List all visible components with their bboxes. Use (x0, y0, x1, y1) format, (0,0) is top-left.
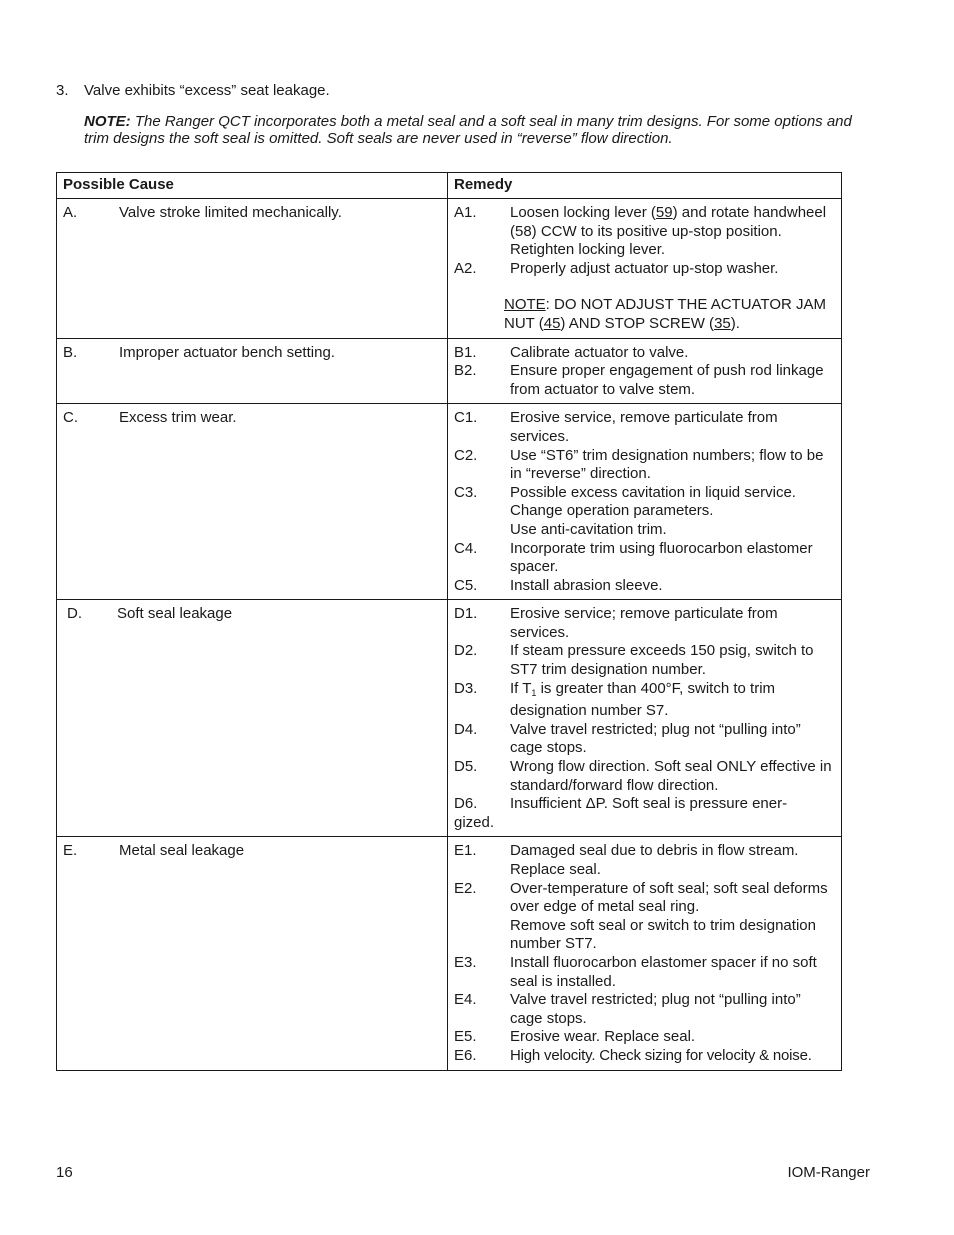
remedy-item (454, 577, 835, 596)
remedy-item (454, 721, 835, 758)
remedy-text: Erosive wear. Replace seal. (510, 1028, 696, 1046)
remedy-cell (448, 837, 842, 1070)
remedy-line: Use anti-cavitation trim. (510, 520, 667, 538)
remedy-line: Possible excess cavitation in liquid service. (510, 483, 796, 501)
remedy-text: High velocity. Check sizing for velocity & noise. (510, 1046, 812, 1064)
remedy-text: If steam pressure exceeds 150 psig, switch to ST7 trim designation number. (510, 642, 814, 679)
remedy-key: D2. (454, 642, 478, 660)
cause-key: E. (63, 842, 78, 860)
cause-cell (57, 837, 448, 1070)
troubleshooting-table (56, 172, 842, 1071)
remedy-item (454, 954, 835, 991)
table-header-row (57, 173, 842, 199)
remedy-item (454, 795, 835, 814)
remedy-wrap-line (454, 814, 835, 833)
remedy-item (454, 1028, 835, 1047)
remedy-item (454, 642, 835, 679)
remedy-note-text: ) AND STOP SCREW ( (560, 314, 715, 332)
table-row (57, 837, 842, 1070)
remedy-key: E3. (454, 953, 477, 971)
cause-cell (57, 404, 448, 600)
remedy-note-text: ). (730, 314, 740, 332)
remedy-line: Over-temperature of soft seal; soft seal deforms over edge of metal seal ring. (510, 879, 828, 916)
remedy-note-text: : DO NOT ADJUST THE ACTUATOR JAM NUT ( (504, 296, 826, 332)
section-title: Valve exhibits “excess” seat leakage. (84, 82, 330, 99)
remedy-key: C3. (454, 483, 478, 501)
remedy-text: gized. (454, 813, 495, 831)
cause-key: B. (63, 343, 78, 361)
cause-key: A. (63, 204, 78, 221)
remedy-key: E2. (454, 879, 477, 897)
remedy-item (454, 991, 835, 1028)
remedy-item (454, 447, 835, 484)
remedy-text: Incorporate trim using fluorocarbon elastomer spacer. (510, 539, 813, 576)
remedy-key: A2. (454, 259, 477, 277)
remedy-cell (448, 600, 842, 837)
table-row (57, 404, 842, 600)
cause-cell (57, 338, 448, 404)
part-reference: 35 (714, 314, 731, 332)
remedy-text (510, 204, 835, 260)
remedy-item (454, 1047, 835, 1066)
remedy-line: Remove soft seal or switch to trim designation number ST7. (510, 916, 816, 953)
remedy-item (454, 344, 835, 363)
remedy-cell (448, 404, 842, 600)
remedy-text-part: is greater than 400°F, switch to trim designation number S7. (510, 679, 776, 720)
table-row (57, 199, 842, 339)
remedy-item (454, 605, 835, 642)
remedy-key: E6. (454, 1046, 477, 1064)
cause-text: Excess trim wear. (119, 409, 237, 427)
section-number: 3. (56, 82, 69, 99)
remedy-text-part: If T (510, 679, 532, 697)
remedy-text (510, 680, 835, 721)
remedy-text: Erosive service; remove particulate from services. (510, 605, 778, 641)
table-row (57, 338, 842, 404)
remedy-item (454, 880, 835, 954)
remedy-key: B2. (454, 362, 477, 380)
document-id: IOM-Ranger (787, 1164, 870, 1181)
header-remedy: Remedy (448, 173, 842, 199)
remedy-text (510, 484, 835, 540)
remedy-text: Use “ST6” trim designation numbers; flow to be in “reverse” direction. (510, 446, 824, 483)
subscript: 1 (531, 687, 537, 698)
remedy-text: Insufficient ΔP. Soft seal is pressure ener- (510, 795, 788, 813)
remedy-key: B1. (454, 343, 477, 361)
table-row (57, 600, 842, 837)
remedy-item (454, 680, 835, 721)
cause-text: Improper actuator bench setting. (119, 343, 335, 361)
remedy-item (454, 540, 835, 577)
section-heading (56, 82, 330, 100)
cause-key: D. (67, 605, 82, 623)
remedy-item (454, 204, 835, 260)
remedy-item (454, 260, 835, 279)
remedy-key: D4. (454, 720, 478, 738)
page-number: 16 (56, 1164, 73, 1181)
remedy-key: C5. (454, 576, 478, 594)
remedy-key: E4. (454, 991, 477, 1009)
remedy-key: C2. (454, 446, 478, 464)
remedy-item (454, 842, 835, 879)
remedy-item (454, 362, 835, 399)
remedy-text: Install abrasion sleeve. (510, 576, 663, 594)
cause-text: Metal seal leakage (119, 842, 245, 860)
remedy-item (454, 409, 835, 446)
part-reference: 59 (655, 204, 673, 221)
remedy-text (510, 880, 835, 954)
remedy-item (454, 484, 835, 540)
remedy-text: Valve travel restricted; plug not “pulling into” cage stops. (510, 991, 801, 1027)
remedy-text: Damaged seal due to debris in flow stream. Replace seal. (510, 842, 799, 878)
remedy-key: A1. (454, 204, 477, 221)
part-reference: 45 (543, 314, 561, 332)
remedy-key: D6. (454, 795, 478, 813)
remedy-text-part: Loosen locking lever ( (510, 204, 656, 221)
remedy-text: Erosive service, remove particulate from services. (510, 409, 778, 445)
remedy-note (454, 296, 835, 333)
remedy-key: D3. (454, 679, 478, 697)
header-possible-cause: Possible Cause (57, 173, 448, 199)
note-text: The Ranger QCT incorporates both a metal seal and a soft seal in many trim designs. For some options and trim designs the soft seal is omitted. Soft seals are never used in “reverse” flow direction. (84, 113, 852, 147)
cause-key: C. (63, 409, 78, 427)
remedy-text: Valve travel restricted; plug not “pulling into” cage stops. (510, 720, 801, 757)
note-label: NOTE: (84, 113, 131, 130)
remedy-item (454, 758, 835, 795)
remedy-text: Properly adjust actuator up-stop washer. (510, 259, 779, 277)
remedy-text: Wrong flow direction. Soft seal ONLY effective in standard/forward flow direction. (510, 758, 832, 794)
note-paragraph (84, 113, 864, 147)
remedy-note-label: NOTE (504, 296, 546, 314)
remedy-key: C4. (454, 539, 478, 557)
cause-text: Valve stroke limited mechanically. (119, 204, 342, 221)
remedy-key: D5. (454, 758, 478, 776)
remedy-text-part: ) and rotate handwheel (58) CCW to its positive up-stop position. Retighten locking lever. (510, 204, 827, 259)
cause-cell (57, 600, 448, 837)
remedy-key: D1. (454, 605, 478, 623)
remedy-text: Install fluorocarbon elastomer spacer if no soft seal is installed. (510, 953, 817, 990)
cause-text: Soft seal leakage (117, 605, 233, 623)
remedy-key: C1. (454, 409, 478, 427)
remedy-cell (448, 199, 842, 339)
cause-cell (57, 199, 448, 339)
remedy-text: Calibrate actuator to valve. (510, 343, 689, 361)
remedy-text: Ensure proper engagement of push rod linkage from actuator to valve stem. (510, 362, 824, 398)
remedy-key: E5. (454, 1028, 477, 1046)
remedy-line: Change operation parameters. (510, 502, 714, 520)
remedy-cell (448, 338, 842, 404)
remedy-key: E1. (454, 842, 477, 860)
